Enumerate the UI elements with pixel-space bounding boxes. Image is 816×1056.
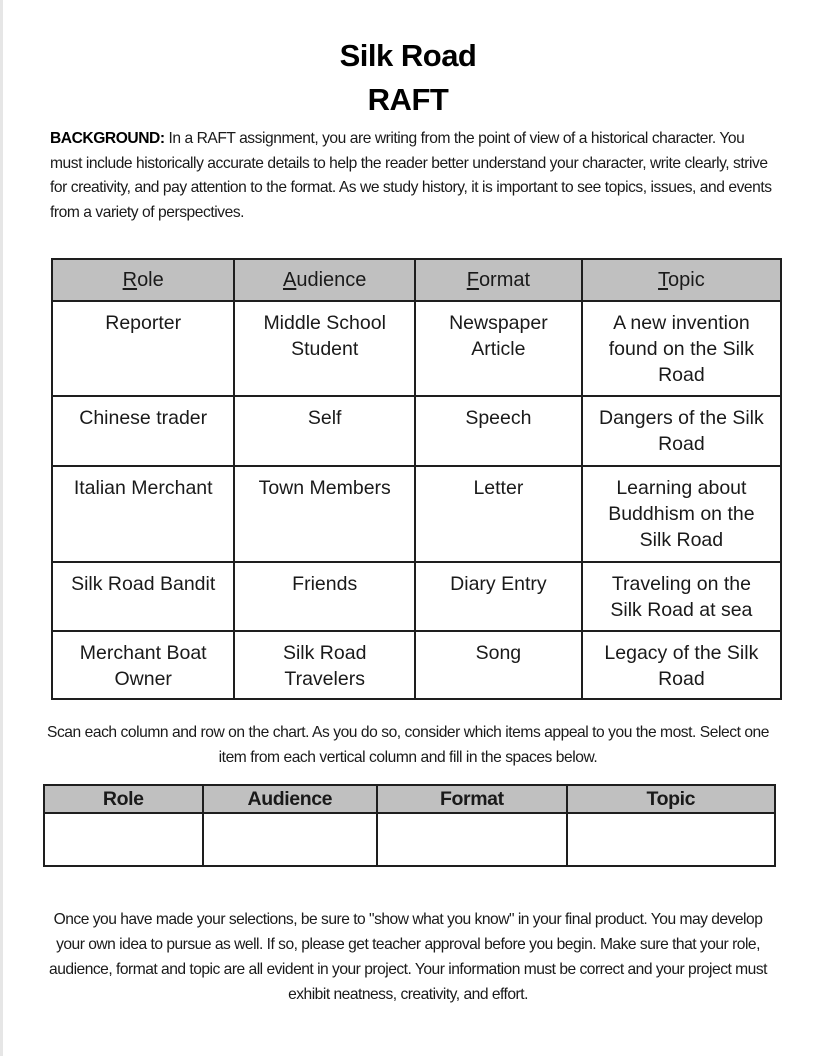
topic-cell: Traveling on the Silk Road at sea (582, 562, 781, 631)
audience-cell: Friends (234, 562, 415, 631)
audience-cell: Town Members (234, 466, 415, 562)
role-cell: Reporter (52, 301, 234, 396)
selection-header-role: Role (44, 785, 203, 813)
selection-header-format: Format (377, 785, 566, 813)
audience-cell: Silk Road Travelers (234, 631, 415, 699)
topic-fill-field[interactable] (567, 813, 775, 866)
selection-row (44, 813, 775, 866)
table-row (52, 562, 781, 631)
scan-instructions: Scan each column and row on the chart. As you do so, consider which items appeal to you the most. Select one item from each vertical column and fill in the spaces below. (47, 724, 769, 766)
background-label: BACKGROUND: (50, 130, 165, 147)
raft-header-row (52, 259, 781, 301)
topic-cell: Learning about Buddhism on the Silk Road (582, 466, 781, 562)
header-audience: Audience (234, 259, 415, 301)
audience-cell: Self (234, 396, 415, 466)
selection-table (43, 784, 776, 867)
format-cell: Speech (415, 396, 582, 466)
topic-cell: Dangers of the Silk Road (582, 396, 781, 466)
topic-cell: Legacy of the Silk Road (582, 631, 781, 699)
page-subtitle: RAFT (367, 82, 449, 117)
closing-paragraph: Once you have made your selections, be sure to "show what you know" in your final product. You may develop your own idea to pursue as well. If so, please get teacher approval before you begin. Make sure that your role, audience, format and topic are all evident in your project. Your information must be correct and your project must exhibit neatness, creativity, and effort. (49, 911, 767, 1003)
format-cell: Song (415, 631, 582, 699)
selection-header-topic: Topic (567, 785, 775, 813)
role-cell: Chinese trader (52, 396, 234, 466)
format-cell: Letter (415, 466, 582, 562)
table-row (52, 301, 781, 396)
format-fill-field[interactable] (377, 813, 566, 866)
header-format: Format (415, 259, 582, 301)
role-cell: Silk Road Bandit (52, 562, 234, 631)
format-cell: Newspaper Article (415, 301, 582, 396)
audience-cell: Middle School Student (234, 301, 415, 396)
raft-options-table (51, 258, 782, 700)
selection-header-audience: Audience (203, 785, 378, 813)
table-row (52, 631, 781, 699)
table-row (52, 396, 781, 466)
background-paragraph (50, 127, 780, 225)
table-row (52, 466, 781, 562)
background-text: In a RAFT assignment, you are writing from the point of view of a historical character. You must include historically accurate details to help the reader better understand your character, write clearly, strive for creativity, and pay attention to the format. As we study history, it is important to see topics, issues, and events from a variety of perspectives. (50, 130, 772, 221)
page-edge (0, 0, 3, 1056)
header-topic: Topic (582, 259, 781, 301)
selection-header-row (44, 785, 775, 813)
page-title: Silk Road (339, 38, 477, 73)
format-cell: Diary Entry (415, 562, 582, 631)
header-role: Role (52, 259, 234, 301)
audience-fill-field[interactable] (203, 813, 378, 866)
role-fill-field[interactable] (44, 813, 203, 866)
role-cell: Merchant Boat Owner (52, 631, 234, 699)
topic-cell: A new invention found on the Silk Road (582, 301, 781, 396)
role-cell: Italian Merchant (52, 466, 234, 562)
